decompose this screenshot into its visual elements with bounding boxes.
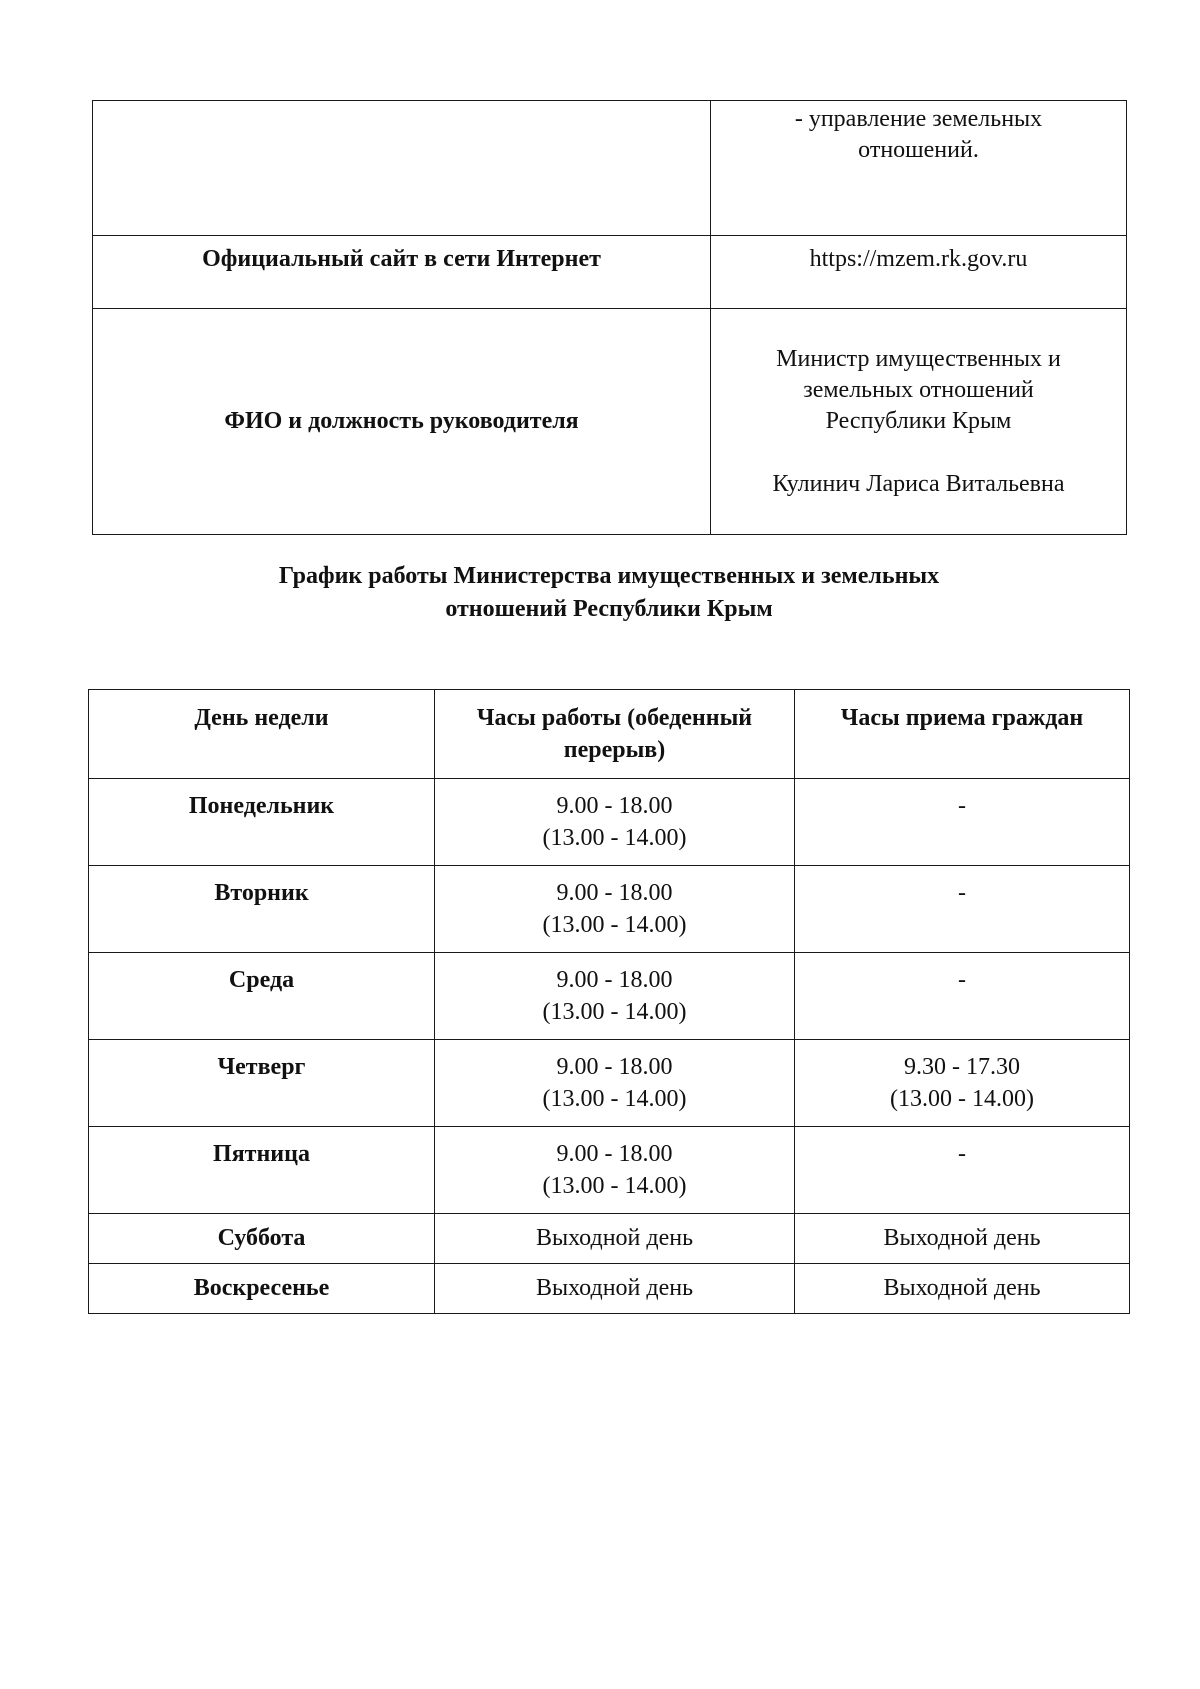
schedule-title-line: отношений Республики Крым <box>445 596 773 622</box>
reception-value: - <box>958 793 966 819</box>
schedule-row <box>89 953 1130 1040</box>
hours-cell <box>435 1127 795 1214</box>
schedule-row <box>89 1127 1130 1214</box>
schedule-row <box>89 1214 1130 1264</box>
hours-cell <box>435 1214 795 1264</box>
department-line: - управление земельных <box>794 106 1043 132</box>
day-cell: Воскресенье <box>89 1264 435 1314</box>
schedule-title <box>92 560 1126 626</box>
reception-value: - <box>958 967 966 993</box>
reception-cell <box>795 1214 1130 1264</box>
day-cell: Четверг <box>89 1040 435 1127</box>
hours-break: (13.00 - 14.00) <box>542 999 687 1025</box>
head-info <box>711 309 1127 535</box>
header-reception: Часы приема граждан <box>795 690 1130 779</box>
reception-cell <box>795 953 1130 1040</box>
info-row-website <box>93 236 1127 309</box>
reception-break: (13.00 - 14.00) <box>890 1086 1034 1112</box>
reception-cell <box>795 1264 1130 1314</box>
reception-cell <box>795 1040 1130 1127</box>
header-day: День недели <box>89 690 435 779</box>
reception-value: Выходной день <box>883 1275 1041 1301</box>
day-cell: Пятница <box>89 1127 435 1214</box>
header-hours-line: Часы работы (обеденный <box>476 705 753 731</box>
info-row-department <box>93 101 1127 236</box>
hours-break: (13.00 - 14.00) <box>542 912 687 938</box>
head-position-line: земельных отношений <box>803 376 1034 403</box>
day-cell: Понедельник <box>89 779 435 866</box>
info-cell-department <box>711 101 1127 236</box>
website-label: Официальный сайт в сети Интернет <box>93 236 711 309</box>
hours-break: (13.00 - 14.00) <box>542 1173 687 1199</box>
hours-value: Выходной день <box>535 1225 694 1251</box>
info-row-head <box>93 309 1127 535</box>
info-table <box>92 100 1127 535</box>
website-url[interactable]: https://mzem.rk.gov.ru <box>711 236 1127 309</box>
department-line: отношений. <box>858 137 979 163</box>
reception-value: Выходной день <box>883 1225 1041 1251</box>
header-hours <box>435 690 795 779</box>
hours-break: (13.00 - 14.00) <box>542 825 687 851</box>
schedule-row <box>89 866 1130 953</box>
reception-cell <box>795 1127 1130 1214</box>
day-cell: Суббота <box>89 1214 435 1264</box>
reception-cell <box>795 779 1130 866</box>
hours-cell <box>435 779 795 866</box>
hours-break: (13.00 - 14.00) <box>542 1086 687 1112</box>
schedule-row <box>89 1040 1130 1127</box>
info-cell-empty <box>93 101 711 236</box>
hours-cell <box>435 1040 795 1127</box>
header-hours-line: перерыв) <box>563 737 666 763</box>
reception-value: - <box>958 880 966 906</box>
hours-value: 9.00 - 18.00 <box>556 880 673 906</box>
head-position-line: Республики Крым <box>825 407 1012 434</box>
reception-value: - <box>958 1141 966 1167</box>
schedule-row <box>89 779 1130 866</box>
schedule-header-row <box>89 690 1130 779</box>
spacer <box>719 437 1118 469</box>
hours-value: 9.00 - 18.00 <box>556 967 673 993</box>
hours-cell <box>435 866 795 953</box>
schedule-title-line: График работы Министерства имущественных и земельных <box>278 563 940 589</box>
schedule-table <box>88 689 1130 1314</box>
head-position-line: Министр имущественных и <box>776 345 1061 372</box>
hours-value: 9.00 - 18.00 <box>556 1141 673 1167</box>
day-cell: Вторник <box>89 866 435 953</box>
head-label: ФИО и должность руководителя <box>93 309 711 535</box>
reception-cell <box>795 866 1130 953</box>
hours-value: 9.00 - 18.00 <box>556 793 673 819</box>
schedule-row <box>89 1264 1130 1314</box>
hours-cell <box>435 953 795 1040</box>
day-cell: Среда <box>89 953 435 1040</box>
head-name: Кулинич Лариса Витальевна <box>772 470 1065 497</box>
reception-value: 9.30 - 17.30 <box>904 1054 1020 1080</box>
hours-cell <box>435 1264 795 1314</box>
hours-value: Выходной день <box>535 1275 694 1301</box>
hours-value: 9.00 - 18.00 <box>556 1054 673 1080</box>
